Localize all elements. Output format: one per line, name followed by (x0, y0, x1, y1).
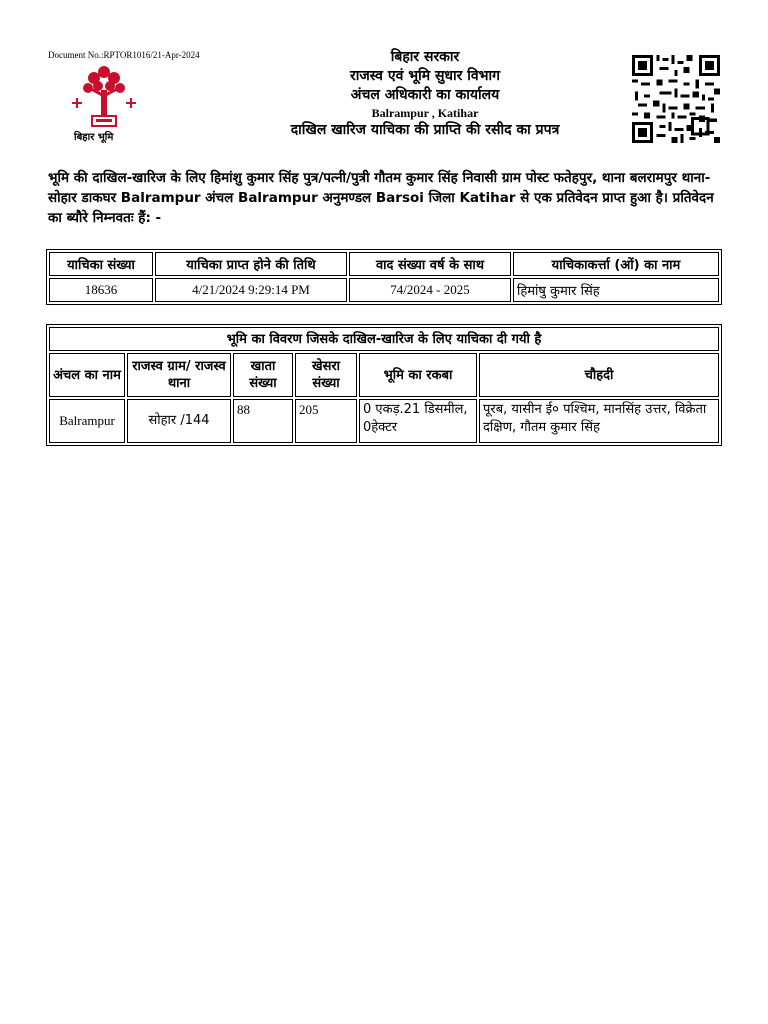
column-header: याचिकाकर्त्ता (ओं) का नाम (513, 252, 719, 276)
land-details-table (46, 324, 722, 446)
petitioner-name: हिमांषु कुमार सिंह (513, 278, 719, 302)
office-location: Balrampur , Katihar (371, 106, 479, 120)
department-title: राजस्व एवं भूमि सुधार विभाग (349, 68, 501, 84)
khata-number: 88 (233, 399, 293, 443)
land-table-caption-row (49, 327, 719, 351)
logo-caption: बिहार भूमि (74, 132, 114, 143)
petition-table (46, 249, 722, 305)
form-title: दाखिल खारिज याचिका की प्राप्ति की रसीद का प्रपत्र (290, 122, 560, 138)
land-table-caption: भूमि का विवरण जिसके दाखिल-खारिज के लिए याचिका दी गयी है (49, 327, 719, 351)
land-table-header (49, 353, 719, 397)
column-header: भूमि का रकबा (359, 353, 477, 397)
intro-paragraph: भूमि की दाखिल-खारिज के लिए हिमांशु कुमार सिंह पुत्र/पत्नी/पुत्री गौतम कुमार सिंह निवासी ग्राम पोस्ट फतेहपुर, थाना बलरामपुर थाना-सोहार डाकघर Balrampur अंचल Balrampur अनुमण्डल Barsoi जिला Katihar से एक प्रतिवेदन प्राप्त हुआ है। प्रतिवेदन का ब्यौरे निम्नवतः हैं: - (48, 170, 714, 226)
revenue-village: सोहार /144 (127, 399, 231, 443)
petition-date: 4/21/2024 9:29:14 PM (155, 278, 347, 302)
column-header: वाद संख्या वर्ष के साथ (349, 252, 511, 276)
petition-number: 18636 (49, 278, 153, 302)
column-header: राजस्व ग्राम/ राजस्व थाना (127, 353, 231, 397)
column-header: चौहदी (479, 353, 719, 397)
column-header: याचिका संख्या (49, 252, 153, 276)
column-header: याचिका प्राप्त होने की तिथि (155, 252, 347, 276)
petition-table-header (49, 252, 719, 276)
circle-name: Balrampur (49, 399, 125, 443)
column-header: खाता संख्या (233, 353, 293, 397)
table-row (49, 399, 719, 443)
column-header: खेसरा संख्या (295, 353, 357, 397)
case-number: 74/2024 - 2025 (349, 278, 511, 302)
column-header: अंचल का नाम (49, 353, 125, 397)
document-header (230, 48, 620, 140)
land-area: 0 एकड़.21 डिसमील, 0हेक्टर (359, 399, 477, 443)
boundaries: पूरब, यासीन ई० पश्चिम, मानसिंह उत्तर, विक्रेता दक्षिण, गौतम कुमार सिंह (479, 399, 719, 443)
document-number: Document No.:RPTOR1016/21-Apr-2024 (48, 50, 200, 60)
table-row (49, 278, 719, 302)
qr-code-icon (632, 54, 720, 144)
office-title: अंचल अधिकारी का कार्यालय (350, 87, 500, 103)
khesra-number: 205 (295, 399, 357, 443)
government-title: बिहार सरकार (390, 49, 460, 65)
